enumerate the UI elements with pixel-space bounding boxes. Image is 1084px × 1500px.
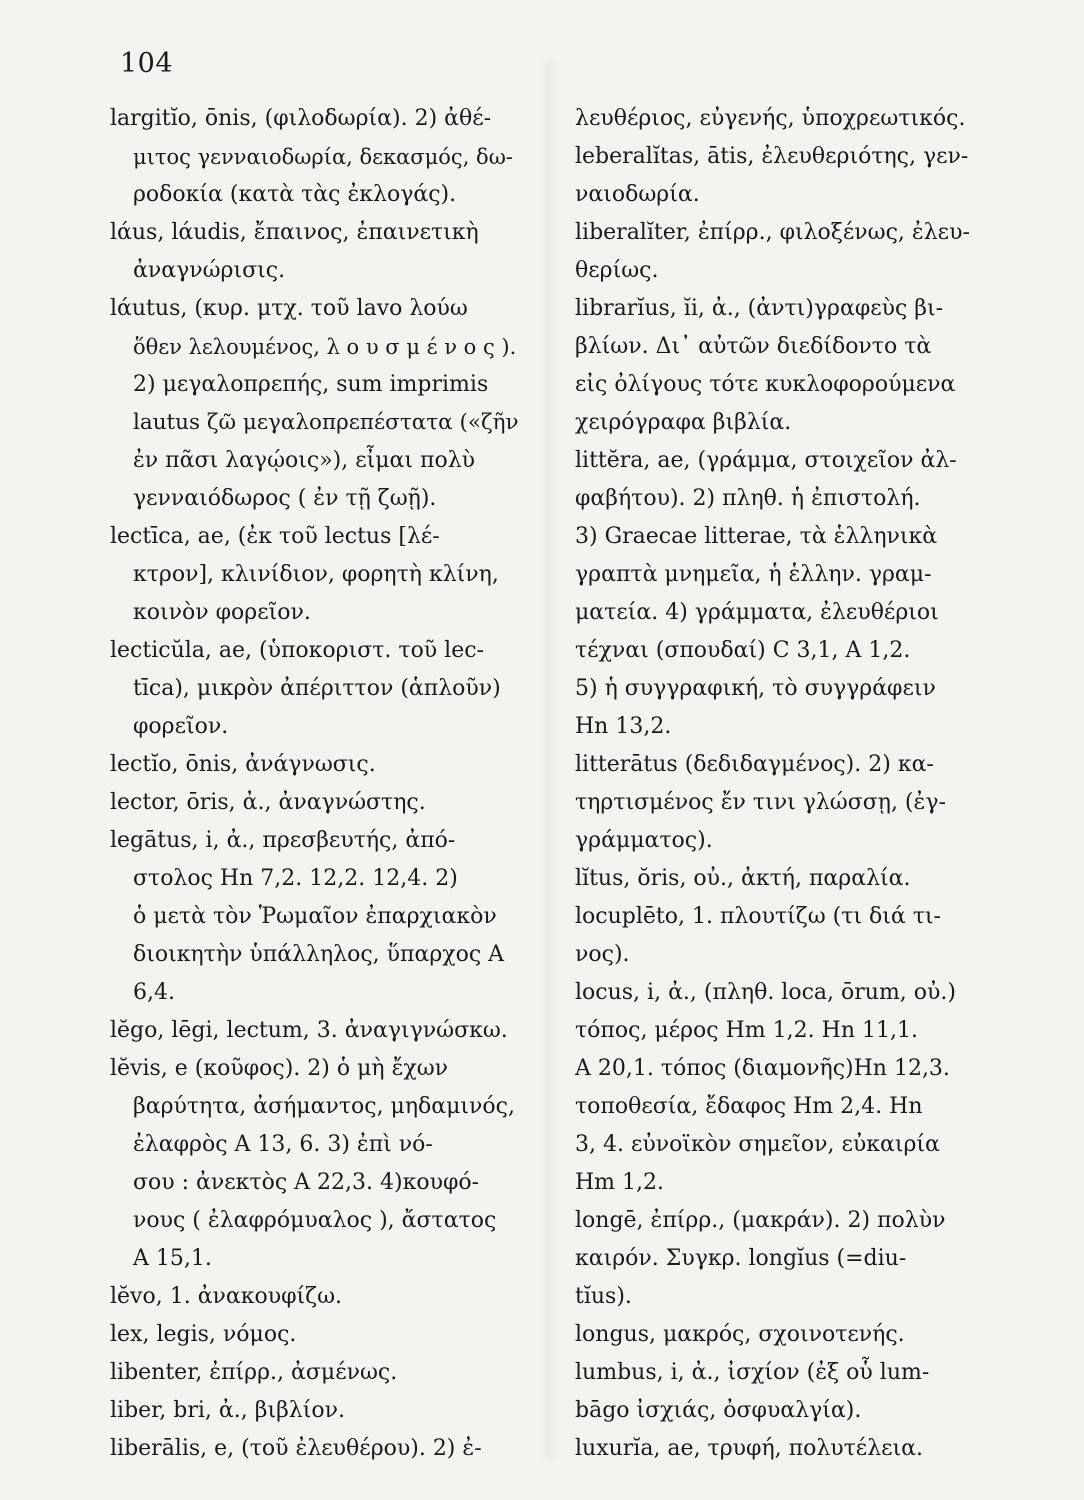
dictionary-line: liber, bri, ἀ., βιβλίον. <box>110 1398 345 1423</box>
dictionary-line: leberalĭtas, ātis, ἐλευθεριότης, γεν- <box>575 144 969 169</box>
dictionary-line: καιρόν. Συγκρ. longĭus (=diu- <box>575 1246 907 1271</box>
dictionary-line: littĕra, ae, (γράμμα, στοιχεῖον ἀλ- <box>575 448 957 473</box>
dictionary-line: A 20,1. τόπος (διαμονῆς)Hn 12,3. <box>575 1056 950 1081</box>
dictionary-line: ματεία. 4) γράμματα, ἐλευθέριοι <box>575 600 939 625</box>
dictionary-line: σου : ἀνεκτὸς A 22,3. 4)κουφό- <box>133 1170 480 1195</box>
dictionary-line: lumbus, i, ἀ., ἰσχίον (ἐξ οὗ lum- <box>575 1360 930 1385</box>
right-column <box>575 100 975 1468</box>
dictionary-line: lĕvo, 1. ἀνακουφίζω. <box>110 1284 343 1309</box>
dictionary-line: ἐν πᾶσι λαγῴοις»), εἶμαι πολὺ <box>133 448 476 473</box>
dictionary-line: lex, legis, νόμος. <box>110 1322 297 1347</box>
dictionary-line: 3, 4. εὐνοϊκὸν σημεῖον, εὐκαιρία <box>575 1132 940 1157</box>
dictionary-line: tĭus). <box>575 1284 632 1309</box>
left-column <box>110 100 519 1468</box>
dictionary-line: νος). <box>575 942 630 967</box>
dictionary-line: λευθέριος, εὐγενής, ὑποχρεωτικός. <box>575 106 966 131</box>
dictionary-line: librarĭus, ĭi, ἀ., (ἀντι)γραφεὺς βι- <box>575 296 944 321</box>
dictionary-line: 3) Graecae litterae, τὰ ἑλληνικὰ <box>575 524 938 549</box>
dictionary-line: βλίων. Δι᾽ αὐτῶν διεδίδοντο τὰ <box>575 334 932 359</box>
dictionary-line: τέχναι (σπουδαί) C 3,1, A 1,2. <box>575 638 911 663</box>
dictionary-line: νους ( ἐλαφρόμυαλος ), ἄστατος <box>133 1208 497 1233</box>
dictionary-line: libenter, ἐπίρρ., ἀσμένως. <box>110 1360 398 1385</box>
dictionary-line: εἰς ὀλίγους τότε κυκλοφορούμενα <box>575 372 956 397</box>
dictionary-line: lecticŭla, ae, (ὑποκοριστ. τοῦ lec- <box>110 638 484 663</box>
dictionary-line: legātus, i, ἀ., πρεσβευτής, ἀπό- <box>110 828 456 853</box>
dictionary-line: μιτος γενναιοδωρία, δεκασμός, δω- <box>133 145 513 169</box>
dictionary-line: lάus, lάudis, ἔπαινος, ἐπαινετικὴ <box>110 220 479 245</box>
dictionary-line: βαρύτητα, ἀσήμαντος, μηδαμινός, <box>133 1094 515 1119</box>
dictionary-line: largitĭo, ōnis, (φιλοδωρία). 2) ἀθέ- <box>110 106 492 131</box>
dictionary-line: liberalĭter, ἐπίρρ., φιλοξένως, ἐλευ- <box>575 220 970 245</box>
dictionary-line: lĕgo, lēgi, lectum, 3. ἀναγιγνώσκω. <box>110 1018 508 1043</box>
dictionary-line: τηρτισμένος ἔν τινι γλώσσῃ, (ἐγ- <box>575 790 946 815</box>
dictionary-line: locuplēto, 1. πλουτίζω (τι διά τι- <box>575 904 941 929</box>
dictionary-line: γράμματος). <box>575 828 713 853</box>
dictionary-line: χειρόγραφα βιβλία. <box>575 410 792 435</box>
dictionary-line: 2) μεγαλοπρεπής, sum imprimis <box>133 372 489 397</box>
dictionary-line: lautus ζῶ μεγαλοπρεπέστατα («ζῆν <box>133 410 519 435</box>
dictionary-line: Hn 13,2. <box>575 714 672 739</box>
page-gutter <box>538 60 562 1460</box>
dictionary-line: 5) ἡ συγγραφική, τὸ συγγράφειν <box>575 676 936 701</box>
dictionary-line: lectĭo, ōnis, ἀνάγνωσις. <box>110 752 376 777</box>
dictionary-line: luxurĭa, ae, τρυφή, πολυτέλεια. <box>575 1436 924 1461</box>
dictionary-line: ἐλαφρὸς A 13, 6. 3) ἐπὶ νό- <box>133 1132 433 1157</box>
dictionary-line: ὅθεν λελουμένος, λ ο υ σ μ έ ν ο ς ). <box>133 335 517 359</box>
dictionary-line: lĕvis, e (κοῦφος). 2) ὁ μὴ ἔχων <box>110 1056 449 1081</box>
dictionary-line: A 15,1. <box>133 1246 212 1271</box>
dictionary-line: lectīca, ae, (ἐκ τοῦ lectus [λέ- <box>110 524 440 549</box>
dictionary-line: γραπτὰ μνημεῖα, ἡ ἑλλην. γραμ- <box>575 562 932 587</box>
dictionary-line: ἀναγνώρισις. <box>133 258 286 283</box>
dictionary-line: ὁ μετὰ τὸν Ῥωμαῖον ἐπαρχιακὸν <box>133 904 497 929</box>
dictionary-line: κοινὸν φορεῖον. <box>133 600 311 625</box>
dictionary-line: lάutus, (κυρ. μτχ. τοῦ lavo λούω <box>110 296 468 321</box>
dictionary-line: litterātus (δεδιδαγμένος). 2) κα- <box>575 752 934 777</box>
dictionary-line: locus, i, ἀ., (πληθ. loca, ōrum, οὐ.) <box>575 980 956 1005</box>
dictionary-line: bāgo ἰσχιάς, ὀσφυαλγία). <box>575 1398 862 1423</box>
dictionary-line: διοικητὴν ὑπάλληλος, ὕπαρχος A <box>133 942 505 967</box>
dictionary-line: tīca), μικρὸν ἀπέριττον (ἁπλοῦν) <box>133 676 501 701</box>
dictionary-line: ροδοκία (κατὰ τὰς ἐκλογάς). <box>133 182 457 207</box>
page-number: 104 <box>120 48 174 79</box>
dictionary-line: γενναιόδωρος ( ἐν τῇ ζωῇ). <box>133 486 437 511</box>
dictionary-line: 6,4. <box>133 980 175 1005</box>
dictionary-line: lector, ōris, ἀ., ἀναγνώστης. <box>110 790 426 815</box>
dictionary-line: longē, ἐπίρρ., (μακράν). 2) πολὺν <box>575 1208 946 1233</box>
dictionary-line: liberālis, e, (τοῦ ἐλευθέρου). 2) ἐ- <box>110 1436 482 1461</box>
dictionary-line: φορεῖον. <box>133 714 229 739</box>
dictionary-line: κτρον], κλινίδιον, φορητὴ κλίνη, <box>133 562 499 587</box>
dictionary-line: lĭtus, ŏris, οὐ., ἀκτή, παραλία. <box>575 866 911 891</box>
dictionary-line: Hm 1,2. <box>575 1170 665 1195</box>
dictionary-line: θερίως. <box>575 258 659 283</box>
dictionary-line: ναιοδωρία. <box>575 182 700 207</box>
dictionary-line: τοποθεσία, ἔδαφος Hm 2,4. Hn <box>575 1094 923 1119</box>
dictionary-line: στολος Hn 7,2. 12,2. 12,4. 2) <box>133 866 458 891</box>
dictionary-line: longus, μακρός, σχοινοτενής. <box>575 1322 905 1347</box>
dictionary-line: τόπος, μέρος Hm 1,2. Hn 11,1. <box>575 1018 918 1043</box>
dictionary-line: φαβήτου). 2) πληθ. ἡ ἐπιστολή. <box>575 486 921 511</box>
